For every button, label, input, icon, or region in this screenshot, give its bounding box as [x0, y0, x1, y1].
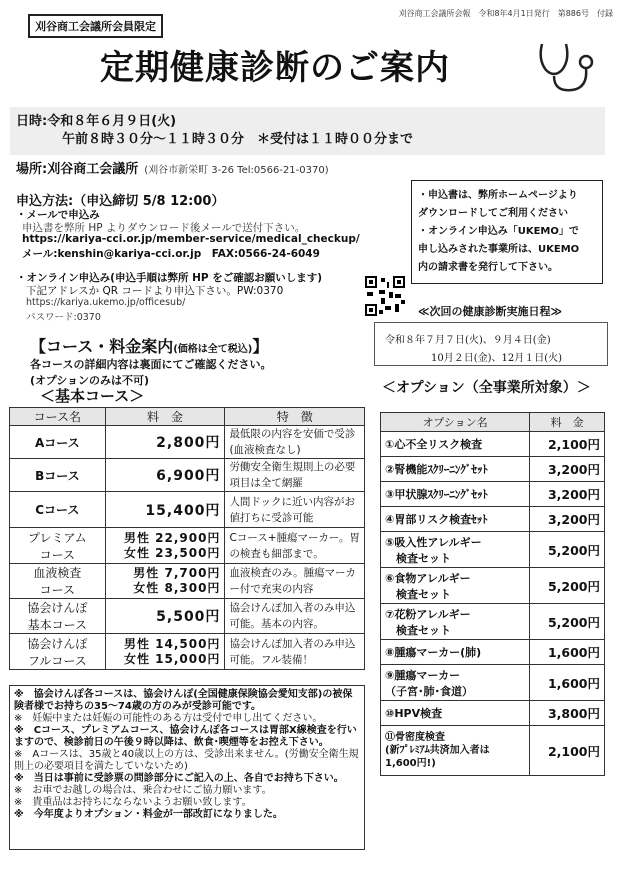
option-price: 2,100円 — [530, 726, 605, 776]
apply-method: 申込方法:（申込締切 5/8 12:00） — [16, 194, 225, 209]
course-price: 2,800円 — [105, 426, 225, 459]
course-name: 協会けんぽ 基本コース — [10, 599, 106, 634]
table-row — [10, 528, 365, 564]
option-heading: ＜オプション（全事業所対象）＞ — [382, 380, 591, 396]
online-url-link[interactable]: https://kariya.ukemo.jp/officesub/ — [26, 297, 186, 308]
option-name: ②腎機能ｽｸﾘｰﾆﾝｸﾞｾｯﾄ — [381, 457, 530, 482]
table-row — [381, 604, 605, 640]
course-heading-note: (価格は全て税込) — [173, 344, 253, 355]
course-table — [9, 407, 365, 670]
page-title: 定期健康診断のご案内 — [100, 48, 450, 88]
time-line: 午前８時３０分～１１時３０分 ＊受付は１１時００分まで — [62, 132, 414, 147]
price-male: 男性 7,700円 — [133, 566, 221, 580]
option-table — [380, 412, 605, 776]
footnote: ※ 協会けんぽ各コースは、協会けんぽ(全国健康保険協会愛知支部)の被保険者様でお持ちの35～74歳の方のみが受診可能です。 — [14, 689, 353, 712]
option-price: 2,100円 — [530, 432, 605, 457]
course-price: 15,400円 — [105, 492, 225, 528]
table-row — [10, 634, 365, 670]
price-female: 女性 15,000円 — [123, 651, 221, 666]
date-line: 日時:令和８年６月９日(火) — [16, 114, 177, 129]
table-row — [381, 568, 605, 604]
option-price: 1,600円 — [530, 665, 605, 701]
notice-line: ・オンライン申込み「UKEMO」で — [418, 226, 579, 237]
next-schedule-line: 10月２日(金)、12月１日(火) — [431, 353, 563, 364]
col-price: 料 金 — [105, 408, 225, 426]
course-feature: 人間ドックに近い内容がお値打ちに受診可能 — [225, 492, 365, 528]
notice-line: ・申込書は、弊所ホームページより — [418, 190, 578, 201]
option-price: 3,200円 — [530, 482, 605, 507]
notice-line: ダウンロードしてご利用ください — [418, 208, 568, 219]
notice-line: 申し込みされた事業所は、UKEMO — [418, 244, 580, 255]
table-row — [381, 432, 605, 457]
option-price: 5,200円 — [530, 532, 605, 568]
course-feature: 血液検査のみ。腫瘍マーカー付で充実の内容 — [225, 564, 365, 599]
table-row — [381, 726, 605, 776]
stethoscope-icon — [536, 40, 600, 96]
place-name: 場所:刈谷商工会議所 — [16, 162, 139, 177]
option-price: 3,200円 — [530, 507, 605, 532]
course-name: Cコース — [10, 492, 106, 528]
footnote: ※ 当日は事前に受診票の問診部分にご記入の上、各自でお持ち下さい。 — [14, 773, 344, 784]
course-description: 各コースの詳細内容は裏面にてご確認ください。 — [30, 358, 272, 371]
mail-description: 申込書を弊所 HP よりダウンロード後メールで送付下さい。 — [22, 222, 306, 234]
option-name: ⑪骨密度検査 (新ﾌﾟﾚﾐｱﾑ共済加入者は 1,600円!) — [381, 726, 530, 776]
option-price: 3,200円 — [530, 457, 605, 482]
basic-course-heading: ＜基本コース＞ — [40, 387, 145, 405]
option-name: ④胃部リスク検査ｾｯﾄ — [381, 507, 530, 532]
option-price: 1,600円 — [530, 640, 605, 665]
online-description: 下記アドレスか QR コードより申込下さい。PW:0370 — [26, 285, 284, 297]
mail-url-link[interactable]: https://kariya-cci.or.jp/member-service/medical_checkup/ — [22, 233, 360, 245]
course-feature: 協会けんぽ加入者のみ申込可能。フル装備！ — [225, 634, 365, 670]
table-row — [10, 564, 365, 599]
price-female: 女性 8,300円 — [133, 581, 221, 595]
table-row — [10, 492, 365, 528]
footnote: ※ Cコース、プレミアムコース、協会けんぽ各コースは胃部X線検査を行いますので、検診前日の午後９時以降は、飲食･喫煙等をお控え下さい。 — [14, 725, 357, 748]
place-address: (刈谷市新栄町 3-26 Tel:0566-21-0370) — [144, 165, 329, 176]
table-row — [381, 482, 605, 507]
col-course: コース名 — [10, 408, 106, 426]
table-header-row — [381, 413, 605, 432]
course-heading-close: 】 — [252, 337, 269, 356]
col-option-price: 料 金 — [530, 413, 605, 432]
table-row — [381, 457, 605, 482]
notice-line: 内の請求書を発行して下さい。 — [418, 262, 558, 273]
option-name: ⑦花粉アレルギー 検査セット — [381, 604, 530, 640]
option-price: 5,200円 — [530, 568, 605, 604]
course-feature: 協会けんぽ加入者のみ申込可能。基本の内容。 — [225, 599, 365, 634]
table-row — [10, 426, 365, 459]
course-name: Aコース — [10, 426, 106, 459]
members-only-badge: 刈谷商工会議所会員限定 — [28, 14, 163, 38]
option-only-note: (オプションのみは不可) — [30, 374, 150, 387]
course-name: 協会けんぽ フルコース — [10, 634, 106, 670]
footnote: ※ お車でお越しの場合は、乗合わせにご協力願います。 — [14, 785, 272, 796]
course-name: Bコース — [10, 459, 106, 492]
option-name: ①心不全リスク検査 — [381, 432, 530, 457]
table-row — [381, 665, 605, 701]
price-male: 男性 14,500円 — [123, 636, 221, 651]
col-option-name: オプション名 — [381, 413, 530, 432]
course-price: 5,500円 — [105, 599, 225, 634]
mail-heading: ・メールで申込み — [16, 209, 100, 221]
notice-box — [411, 180, 603, 284]
qr-code[interactable] — [365, 276, 405, 316]
table-row — [381, 701, 605, 726]
mail-address: メール:kenshin@kariya-cci.or.jp FAX:0566-24-6049 — [22, 248, 320, 260]
place-line — [16, 158, 329, 177]
course-feature: 労働安全衛生規則上の必要項目は全て網羅 — [225, 459, 365, 492]
option-name: ⑧腫瘍マーカー(肺) — [381, 640, 530, 665]
table-row — [10, 599, 365, 634]
option-name: ⑨腫瘍マーカー （子宮･肺･食道） — [381, 665, 530, 701]
footnotes-box — [9, 685, 365, 850]
table-header-row — [10, 408, 365, 426]
table-row — [381, 640, 605, 665]
course-heading — [30, 334, 268, 357]
table-row — [381, 507, 605, 532]
option-price: 5,200円 — [530, 604, 605, 640]
option-name: ⑥食物アレルギー 検査セット — [381, 568, 530, 604]
price-female: 女性 23,500円 — [123, 545, 221, 560]
footnote: ※ 今年度よりオプション・料金が一部改訂になりました。 — [14, 809, 283, 820]
option-name: ⑩HPV検査 — [381, 701, 530, 726]
footnote: ※ 妊娠中または妊娠の可能性のある方は受付で申し出てください。 — [14, 713, 323, 724]
online-heading: ・オンライン申込み(申込手順は弊所 HP をご確認お願いします) — [16, 272, 323, 284]
course-price — [105, 528, 225, 564]
table-row — [10, 459, 365, 492]
footnote: ※ 貴重品はお持ちにならないようお願い致します。 — [14, 797, 252, 808]
col-feature: 特 徴 — [225, 408, 365, 426]
price-male: 男性 22,900円 — [123, 530, 221, 545]
next-schedule-line: 令和８年７月７日(火)、９月４日(金) — [385, 335, 551, 346]
course-heading-text: 【コース・料金案内 — [30, 337, 174, 356]
course-price — [105, 564, 225, 599]
course-feature: 最低限の内容を安価で受診(血液検査なし) — [225, 426, 365, 459]
course-price — [105, 634, 225, 670]
online-password: パスワード:0370 — [26, 312, 101, 323]
footnote: ※ Aコースは、35歳と40歳以上の方は、受診出来ません。(労働安全衛生規則上の必要項目を満たしていないため) — [14, 749, 359, 772]
publication-info: 刈谷商工会議所会報 令和8年4月1日発行 第886号 付録 — [398, 9, 613, 18]
course-price: 6,900円 — [105, 459, 225, 492]
next-schedule-heading: ≪次回の健康診断実施日程≫ — [418, 305, 563, 318]
option-price: 3,800円 — [530, 701, 605, 726]
course-feature: Cコース+腫瘍マーカー。胃の検査も細部まで。 — [225, 528, 365, 564]
table-row — [381, 532, 605, 568]
option-name: ⑤吸入性アレルギー 検査セット — [381, 532, 530, 568]
course-name: 血液検査 コース — [10, 564, 106, 599]
next-schedule-box — [374, 322, 608, 366]
course-name: プレミアム コース — [10, 528, 106, 564]
option-name: ③甲状腺ｽｸﾘｰﾆﾝｸﾞｾｯﾄ — [381, 482, 530, 507]
